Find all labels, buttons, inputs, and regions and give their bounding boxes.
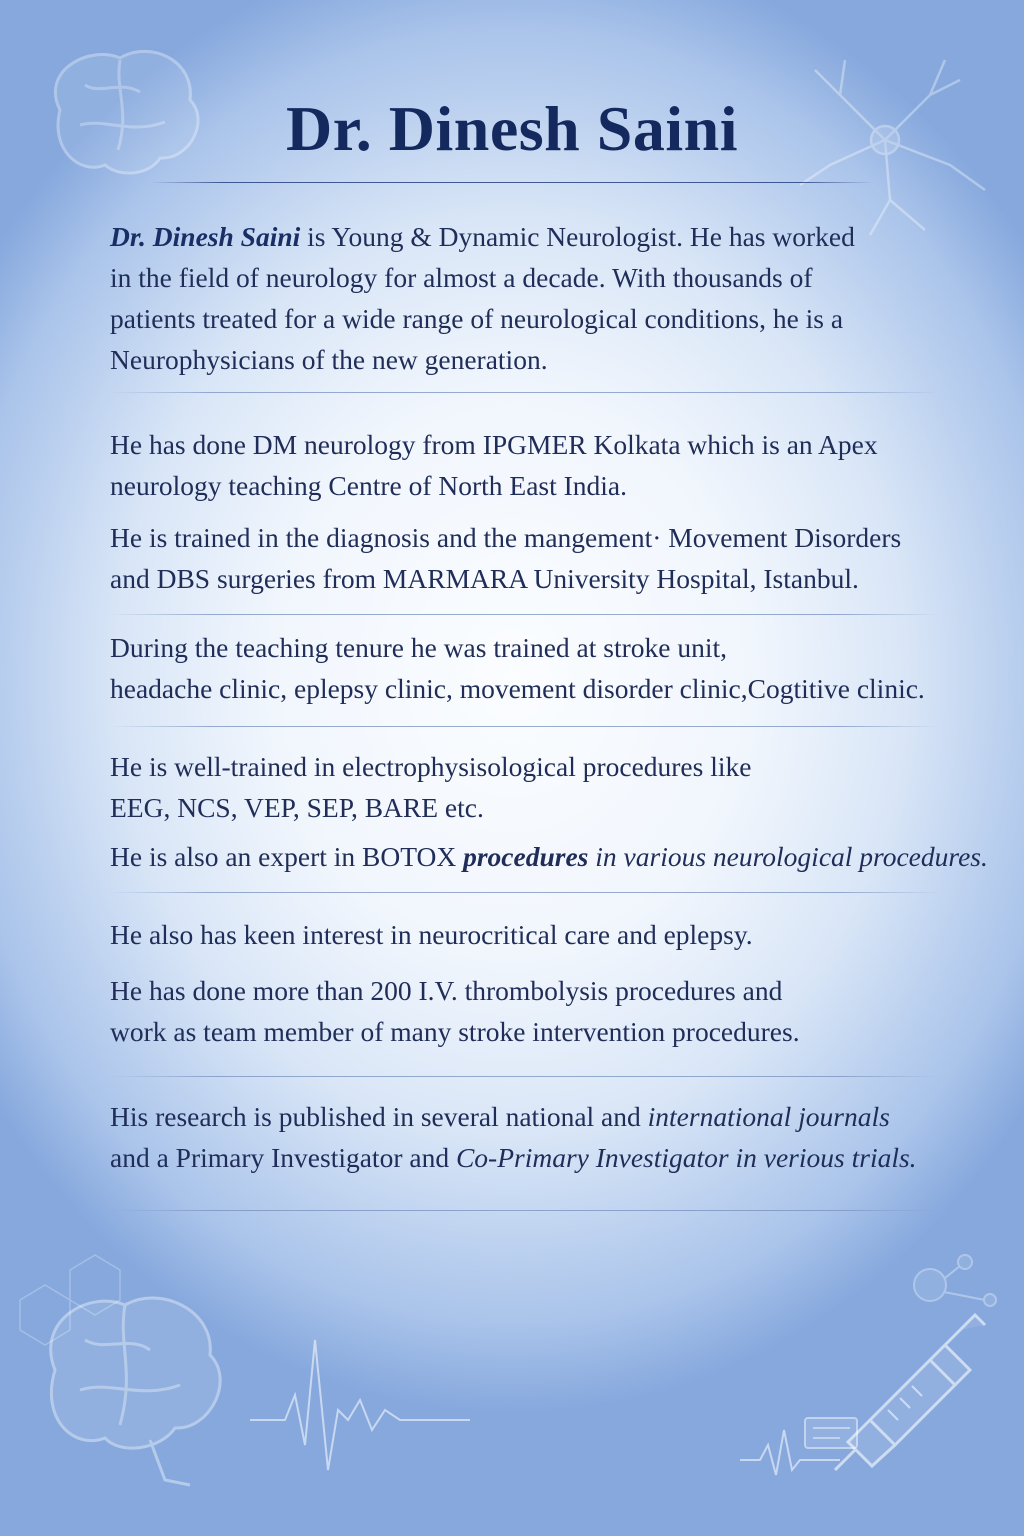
heartbeat-line-icon	[250, 1340, 840, 1475]
intro-line-2: in the field of neurology for almost a decade. With thousands of	[110, 262, 813, 293]
research-line-1	[110, 1096, 950, 1137]
molecule-icon	[914, 1255, 996, 1306]
research-text-b: international journals	[647, 1101, 890, 1132]
research-line-2	[110, 1137, 950, 1178]
research-text-d: Co-Primary Investigator in verious trials.	[455, 1142, 917, 1173]
doctor-name: Dr. Dinesh Saini	[110, 221, 301, 252]
title-divider	[150, 182, 874, 183]
intro-line-4: Neurophysicians of the new generation.	[110, 344, 548, 375]
research-paragraph	[110, 1096, 950, 1178]
interest-paragraph	[110, 914, 950, 955]
thrombolysis-line-2: work as team member of many stroke intervention procedures.	[110, 1016, 800, 1047]
teaching-paragraph	[110, 627, 950, 709]
botox-line-1	[110, 836, 988, 877]
botox-text-a: He is also an expert in BOTOX	[110, 841, 464, 872]
thrombolysis-line-1: He has done more than 200 I.V. thrombolysis procedures and	[110, 975, 783, 1006]
brain-icon	[51, 1298, 220, 1485]
tablet-icon	[805, 1418, 857, 1448]
teaching-line-1: During the teaching tenure he was trained at stroke unit,	[110, 632, 728, 663]
teaching-line-2: headache clinic, eplepsy clinic, movement disorder clinic,Cogtitive clinic.	[110, 673, 925, 704]
intro-paragraph	[110, 216, 950, 380]
section-divider	[110, 726, 940, 727]
thrombolysis-paragraph	[110, 970, 950, 1052]
procedures-line-1: He is well-trained in electrophysisological procedures like	[110, 751, 752, 782]
interest-line-1: He also has keen interest in neurocritical care and eplepsy.	[110, 919, 753, 950]
page-title: Dr. Dinesh Saini	[286, 93, 738, 164]
section-divider	[110, 614, 940, 615]
procedures-paragraph	[110, 746, 950, 828]
training-paragraph	[110, 517, 950, 599]
education-line-1: He has done DM neurology from IPGMER Kolkata which is an Apex	[110, 429, 878, 460]
syringe-icon	[835, 1315, 985, 1470]
section-divider	[110, 392, 940, 393]
education-paragraph	[110, 424, 950, 506]
molecule-icon	[20, 1255, 120, 1345]
research-text-c: and a Primary Investigator and	[110, 1142, 456, 1173]
botox-text-c: in various neurological procedures.	[588, 841, 988, 872]
training-line-2: and DBS surgeries from MARMARA University Hospital, Istanbul.	[110, 563, 859, 594]
section-divider	[110, 1076, 940, 1077]
section-divider	[110, 1210, 940, 1211]
intro-line-1	[110, 216, 950, 257]
section-divider	[110, 892, 940, 893]
botox-paragraph	[110, 836, 988, 877]
botox-text-b: procedures	[463, 841, 589, 872]
procedures-line-2: EEG, NCS, VEP, SEP, BARE etc.	[110, 792, 484, 823]
intro-line-1-text: is Young & Dynamic Neurologist. He has worked	[300, 221, 855, 252]
intro-line-3: patients treated for a wide range of neurological conditions, he is a	[110, 303, 844, 334]
education-line-2: neurology teaching Centre of North East India.	[110, 470, 627, 501]
research-text-a: His research is published in several national and	[110, 1101, 648, 1132]
training-line-1: He is trained in the diagnosis and the mangement· Movement Disorders	[110, 522, 902, 553]
